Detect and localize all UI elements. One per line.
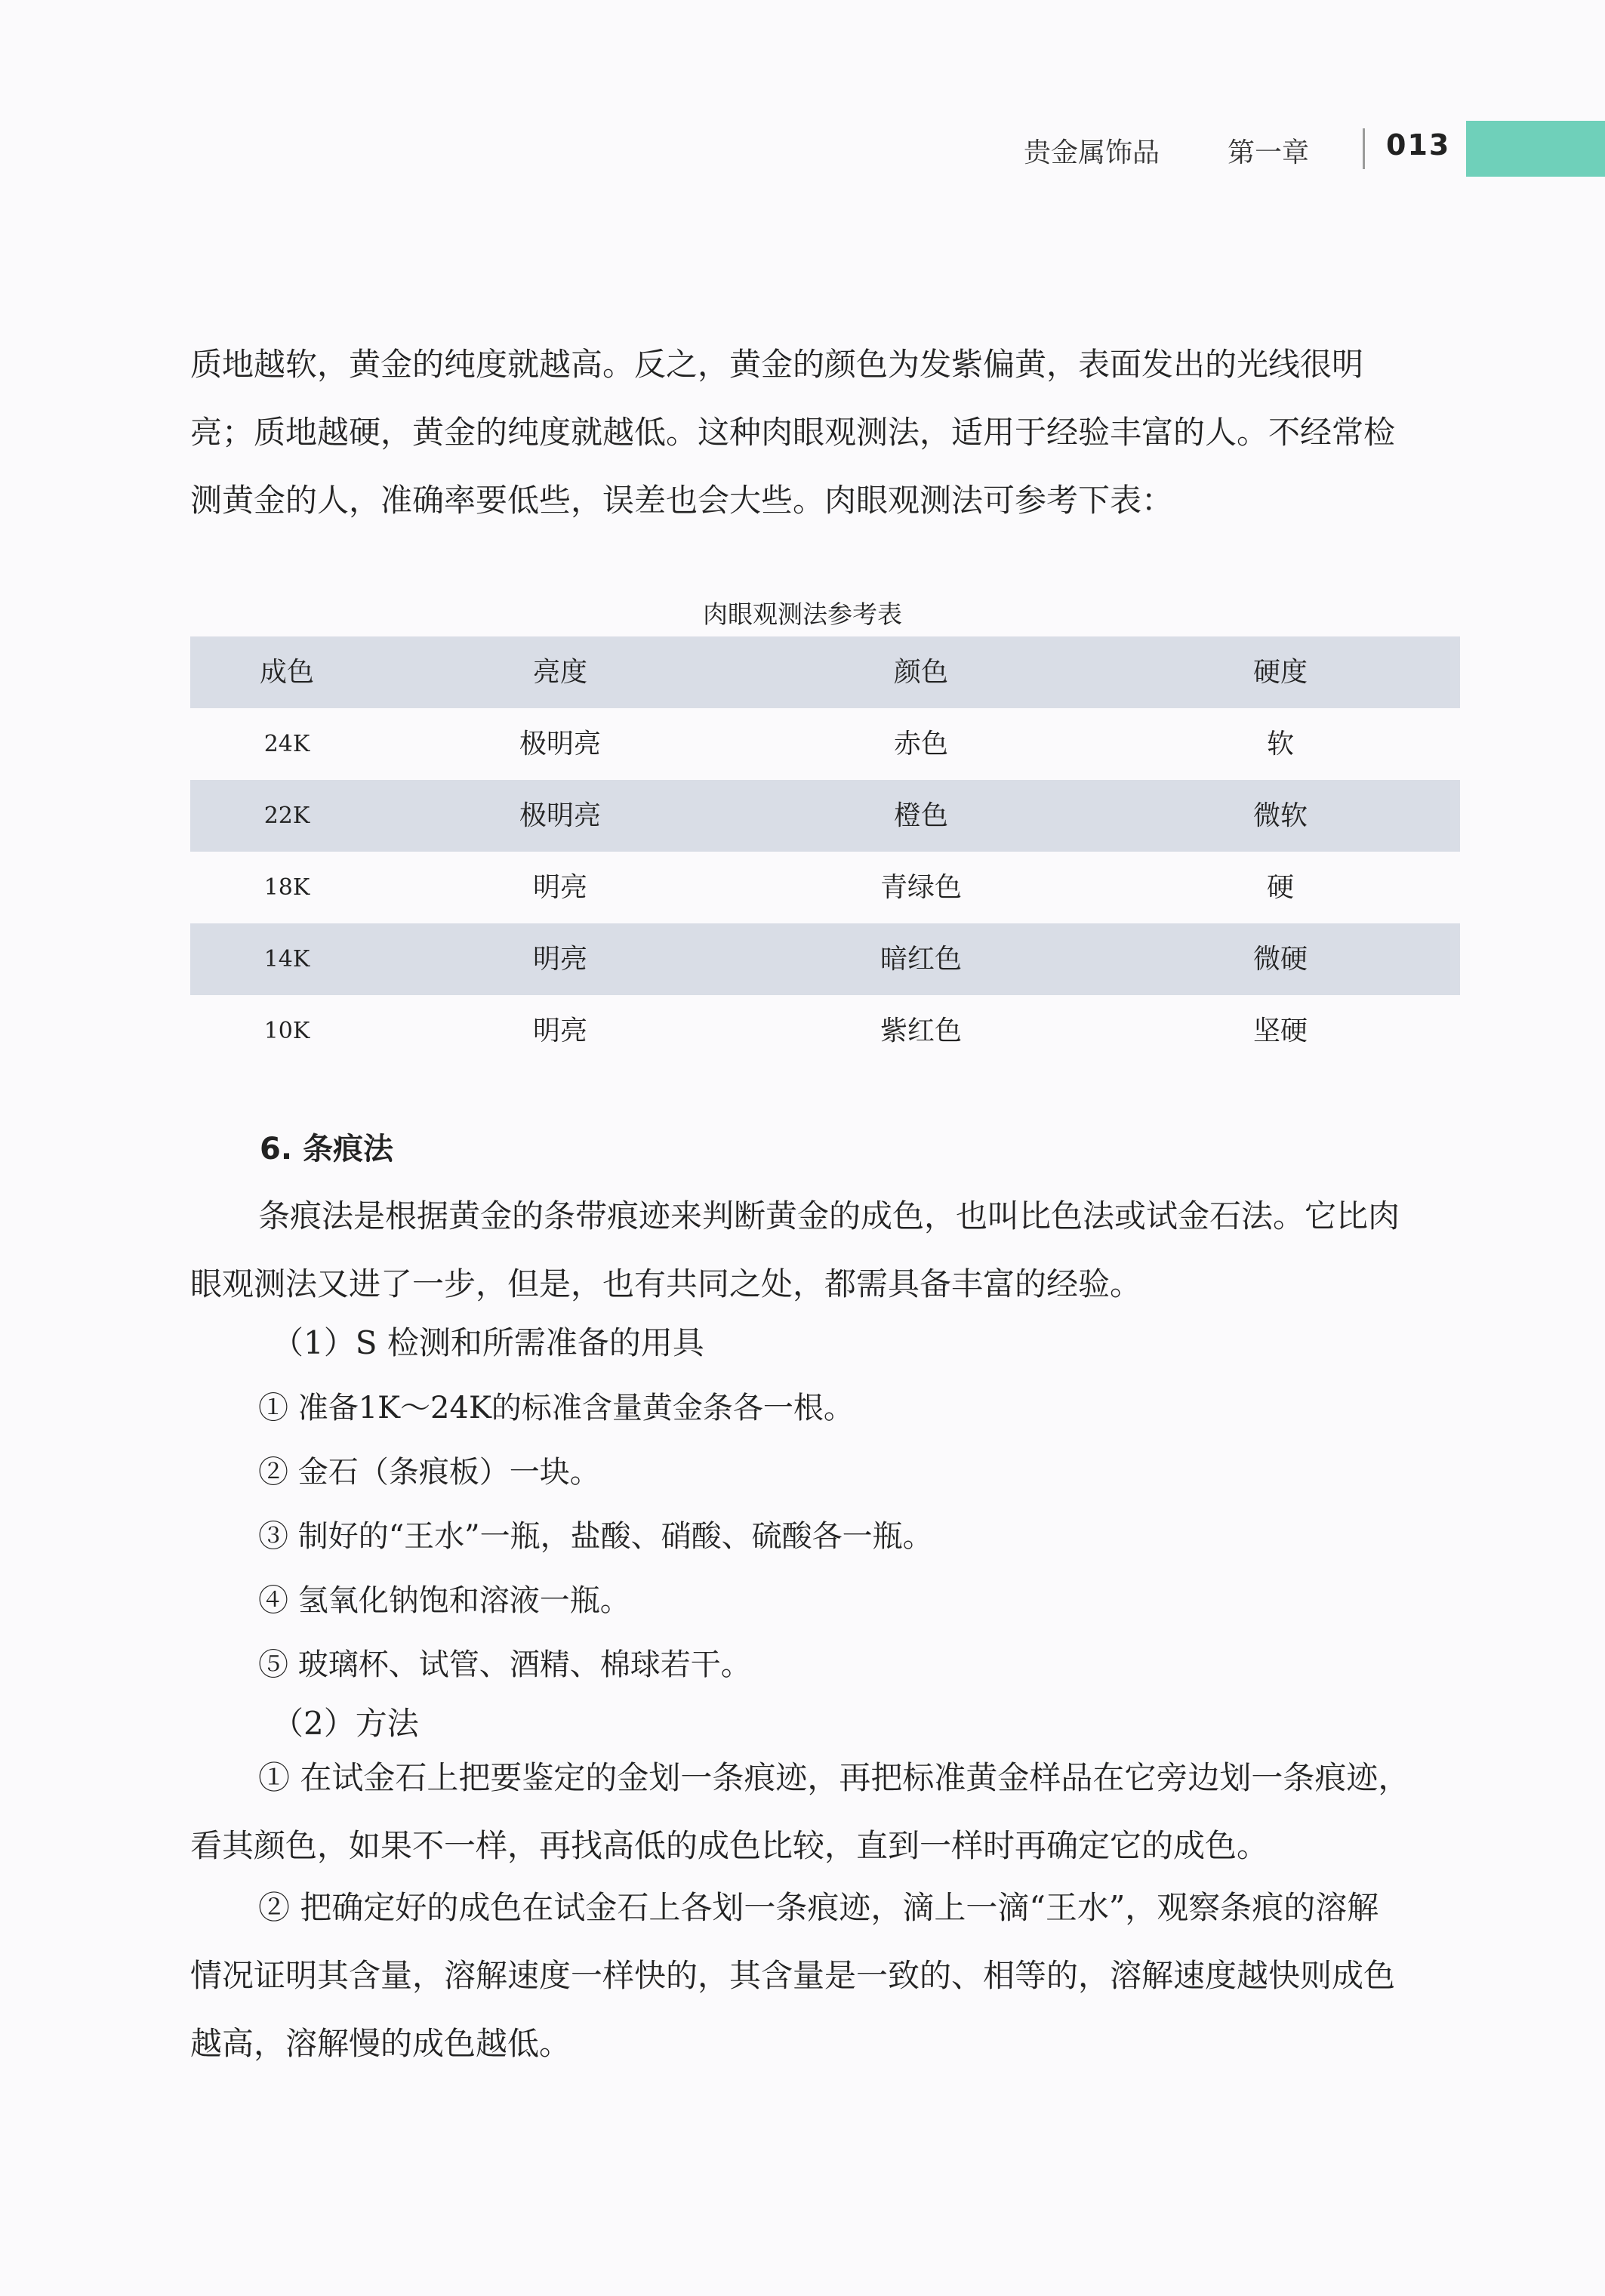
text-line: 越高，溶解慢的成色越低。 <box>190 2025 571 2062</box>
list-item: ④ 氢氧化钠饱和溶液一瓶。 <box>258 1583 630 1618</box>
book-title: 贵金属饰品 <box>1024 137 1160 168</box>
table-cell: 10K <box>263 1018 310 1044</box>
text-line: 测黄金的人，准确率要低些，误差也会大些。肉眼观测法可参考下表： <box>190 482 1174 519</box>
table-row <box>190 995 1460 1067</box>
reference-table <box>190 636 1460 1067</box>
page-number: 013 <box>1386 128 1451 162</box>
table-cell: 微软 <box>1252 800 1308 831</box>
table-caption: 肉眼观测法参考表 <box>703 599 902 629</box>
text-line: 条痕法是根据黄金的条带痕迹来判断黄金的成色，也叫比色法或试金石法。它比肉 <box>258 1197 1400 1234</box>
chapter-tab-marker <box>1466 121 1605 177</box>
table-header-row <box>190 636 1460 708</box>
subsection-heading: （2）方法 <box>272 1705 419 1742</box>
table-cell: 微硬 <box>1252 944 1308 975</box>
subsection-heading: （1）S 检测和所需准备的用具 <box>272 1324 704 1361</box>
table-cell: 软 <box>1266 729 1294 760</box>
table-cell: 明亮 <box>532 944 587 975</box>
column-header: 硬度 <box>1252 657 1308 688</box>
table-cell: 明亮 <box>532 872 587 903</box>
chapter-label: 第一章 <box>1228 137 1310 168</box>
section-title: 6. 条痕法 <box>260 1132 393 1166</box>
table-cell: 暗红色 <box>880 944 962 975</box>
table-cell: 极明亮 <box>519 800 601 831</box>
table-cell: 18K <box>263 874 310 901</box>
table-cell: 橙色 <box>893 800 948 831</box>
table-cell: 赤色 <box>893 729 948 760</box>
list-item: ① 准备1K～24K的标准含量黄金条各一根。 <box>258 1391 854 1425</box>
text-line: 情况证明其含量，溶解速度一样快的，其含量是一致的、相等的，溶解速度越快则成色 <box>190 1957 1396 1994</box>
text-line: 眼观测法又进了一步，但是，也有共同之处，都需具备丰富的经验。 <box>190 1265 1142 1302</box>
table-row <box>190 780 1460 852</box>
text-line: ② 把确定好的成色在试金石上各划一条痕迹，滴上一滴“王水”，观察条痕的溶解 <box>258 1889 1379 1926</box>
table-row <box>190 923 1460 995</box>
text-line: 看其颜色，如果不一样，再找高低的成色比较，直到一样时再确定它的成色。 <box>190 1827 1269 1864</box>
table-cell: 14K <box>263 946 310 972</box>
table-cell: 硬 <box>1266 872 1294 903</box>
text-line: ① 在试金石上把要鉴定的金划一条痕迹，再把标准黄金样品在它旁边划一条痕迹， <box>258 1759 1410 1796</box>
method-one-paragraph <box>190 1744 1466 1880</box>
column-header: 成色 <box>259 657 314 688</box>
table-cell: 极明亮 <box>519 729 601 760</box>
list-item: ② 金石（条痕板）一块。 <box>258 1455 600 1490</box>
table-row <box>190 852 1460 923</box>
table-cell: 22K <box>263 803 310 829</box>
section-intro-paragraph <box>190 1182 1466 1318</box>
list-item: ⑤ 玻璃杯、试管、酒精、棉球若干。 <box>258 1647 751 1682</box>
table-row <box>190 708 1460 780</box>
column-header: 亮度 <box>532 657 587 688</box>
text-line: 亮；质地越硬，黄金的纯度就越低。这种肉眼观测法，适用于经验丰富的人。不经常检 <box>190 414 1396 451</box>
column-header: 颜色 <box>893 657 948 688</box>
table-cell: 紫红色 <box>880 1015 962 1046</box>
running-header <box>1012 127 1605 175</box>
list-item: ③ 制好的“王水”一瓶，盐酸、硝酸、硫酸各一瓶。 <box>258 1519 933 1554</box>
intro-paragraph <box>190 331 1466 535</box>
table-cell: 坚硬 <box>1252 1015 1308 1046</box>
method-two-paragraph <box>190 1874 1466 2078</box>
text-line: 质地越软，黄金的纯度就越高。反之，黄金的颜色为发紫偏黄，表面发出的光线很明 <box>190 346 1364 383</box>
header-divider <box>1363 128 1365 169</box>
table-cell: 明亮 <box>532 1015 587 1046</box>
table-cell: 24K <box>263 731 310 757</box>
table-cell: 青绿色 <box>880 872 962 903</box>
